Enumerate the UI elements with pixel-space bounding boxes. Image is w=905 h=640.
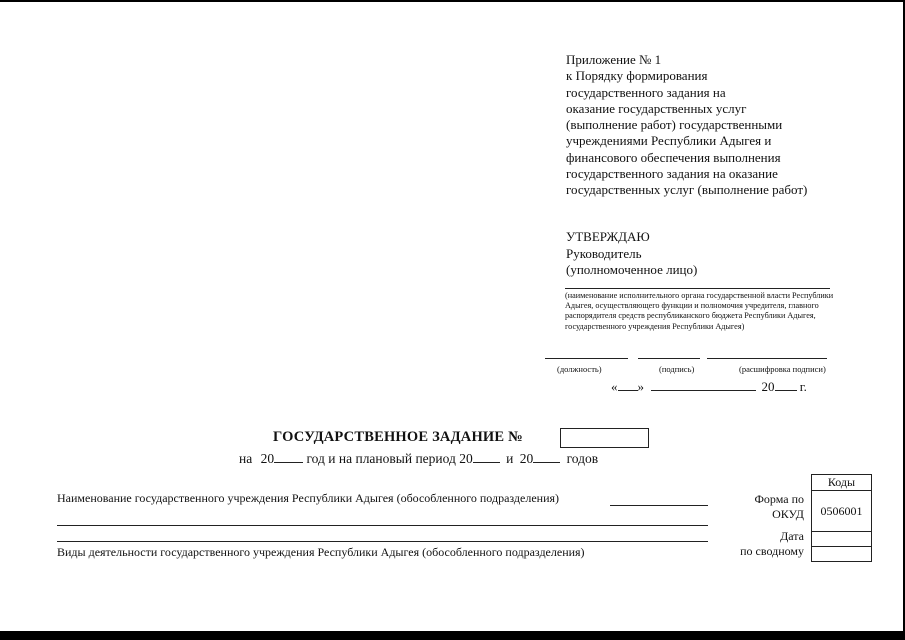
form-label bbox=[740, 492, 804, 522]
approval-role-note: (уполномоченное лицо) bbox=[566, 262, 698, 277]
appendix-line: государственного задания на оказание bbox=[566, 166, 778, 182]
form-label-line-2: ОКУД bbox=[772, 507, 804, 521]
date-close-quote: » bbox=[637, 379, 644, 394]
codes-header-row bbox=[812, 475, 872, 491]
decoding-line[interactable] bbox=[707, 358, 827, 359]
appendix-line: к Порядку формирования bbox=[566, 68, 708, 84]
plan-year-1-blank[interactable] bbox=[473, 449, 500, 463]
appendix-line: государственного задания на bbox=[566, 84, 726, 100]
period-on: на bbox=[239, 451, 253, 466]
year-blank[interactable] bbox=[775, 378, 797, 391]
month-blank[interactable] bbox=[651, 378, 756, 391]
year-prefix: 20 bbox=[761, 379, 775, 394]
period-row bbox=[239, 449, 598, 467]
appendix-line: учреждениями Республики Адыгея и bbox=[566, 133, 772, 149]
period-middle-text: год и на плановый период bbox=[306, 451, 456, 466]
year-suffix: г. bbox=[799, 379, 807, 394]
date-open-quote: « bbox=[611, 379, 618, 394]
position-line[interactable] bbox=[545, 358, 628, 359]
day-blank[interactable] bbox=[618, 378, 638, 391]
okud-code-cell: 0506001 bbox=[812, 491, 872, 532]
appendix-line: оказание государственных услуг bbox=[566, 100, 747, 116]
position-caption: (должность) bbox=[557, 364, 602, 374]
plan-year-2-prefix: 20 bbox=[519, 451, 534, 466]
institution-name-line-2[interactable] bbox=[57, 525, 708, 526]
institution-name-line-3[interactable] bbox=[57, 541, 708, 542]
approval-heading: УТВЕРЖДАЮ bbox=[566, 229, 650, 244]
summary-row bbox=[812, 547, 872, 562]
page-title: ГОСУДАРСТВЕННОЕ ЗАДАНИЕ № bbox=[273, 429, 523, 445]
codes-header: Коды bbox=[812, 475, 872, 491]
page-bottom-edge bbox=[0, 631, 905, 640]
signature-caption: (подпись) bbox=[659, 364, 695, 374]
date-row bbox=[812, 532, 872, 547]
date-code-cell[interactable] bbox=[812, 532, 872, 547]
decoding-caption: (расшифровка подписи) bbox=[739, 364, 826, 374]
date-label-line-2: по сводному bbox=[740, 544, 804, 558]
date-label-line-1: Дата bbox=[780, 529, 804, 543]
okud-row bbox=[812, 491, 872, 532]
authority-caption: (наименование исполнительного органа государственной власти Республики Адыгея, осуществляющего функции и полномочия учредителя, главного распорядителя средств республиканского бюджета Республики Адыгея, государственного учреждения Республики Адыгея) bbox=[565, 291, 834, 331]
approval-role: Руководитель bbox=[566, 245, 642, 261]
task-number-box[interactable] bbox=[560, 428, 649, 448]
codes-table bbox=[811, 474, 872, 562]
period-year-blank[interactable] bbox=[274, 449, 303, 463]
institution-name-blank[interactable] bbox=[610, 505, 708, 506]
plan-year-2-blank[interactable] bbox=[533, 449, 560, 463]
appendix-line: государственных услуг (выполнение работ) bbox=[566, 182, 808, 198]
authority-name-line[interactable] bbox=[565, 288, 830, 289]
activity-types-label: Виды деятельности государственного учреждения Республики Адыгея (обособленного подразделения) bbox=[57, 545, 585, 559]
form-label-line-1: Форма по bbox=[754, 492, 804, 506]
plan-year-1-prefix: 20 bbox=[459, 451, 473, 466]
signature-line[interactable] bbox=[638, 358, 700, 359]
appendix-note bbox=[566, 52, 866, 199]
appendix-line: Приложение № 1 bbox=[566, 52, 662, 67]
appendix-line: финансового обеспечения выполнения bbox=[566, 149, 781, 165]
period-year-prefix: 20 bbox=[260, 451, 275, 466]
period-and: и bbox=[506, 451, 514, 466]
summary-code-cell[interactable] bbox=[812, 547, 872, 562]
institution-name-label: Наименование государственного учреждения Республики Адыгея (обособленного подразделения) bbox=[57, 491, 560, 505]
period-end: годов bbox=[566, 451, 599, 466]
appendix-line: (выполнение работ) государственными bbox=[566, 117, 783, 133]
approval-block bbox=[566, 229, 697, 279]
approval-date bbox=[611, 378, 807, 395]
date-label bbox=[720, 529, 804, 559]
page-top-edge bbox=[0, 0, 905, 2]
